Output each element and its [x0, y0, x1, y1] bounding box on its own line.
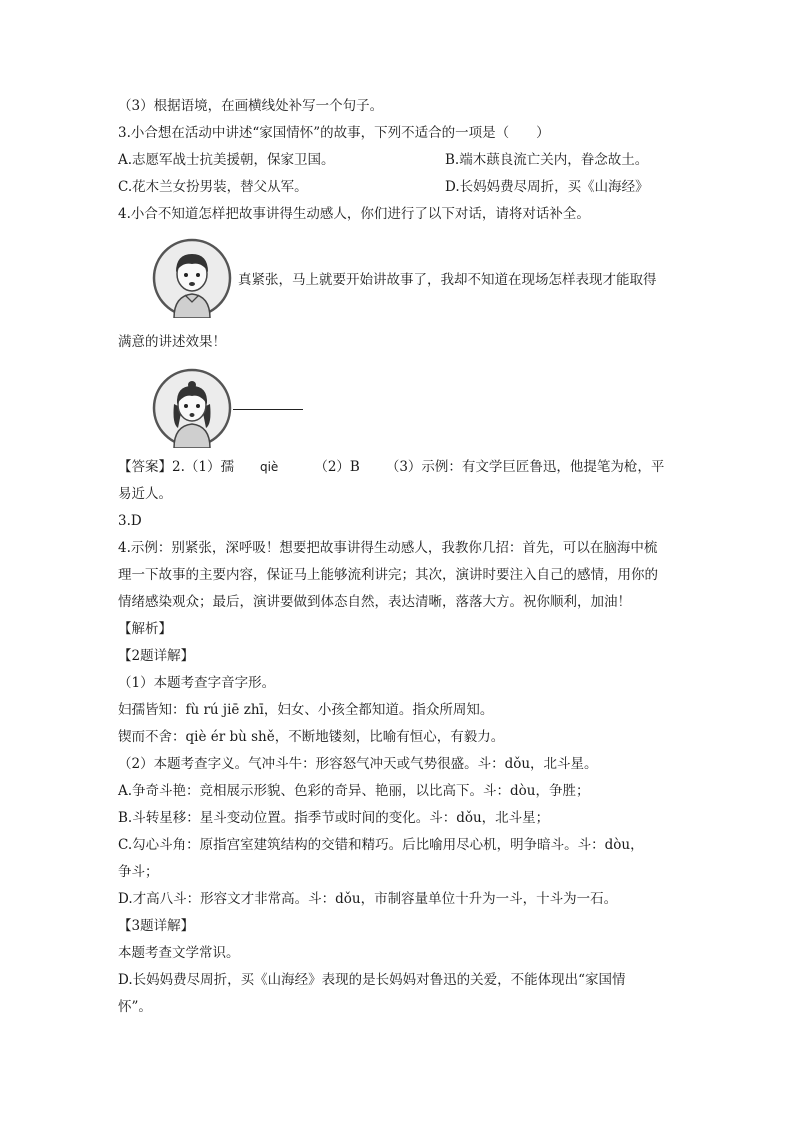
analysis-s1-b: 锲而不舍：qiè ér bù shě，不断地镂刻，比喻有恒心，有毅力。: [118, 729, 505, 745]
q3-option-c: C.花木兰女扮男装，替父从军。: [118, 179, 308, 195]
analysis-s2-a: A.争奇斗艳：竞相展示形貌、色彩的奇异、艳丽，以比高下。斗：dòu，争胜；: [118, 783, 590, 799]
answer-q4-line2: 理一下故事的主要内容，保证马上能够流利讲完；其次，演讲时要注入自己的感情，用你的: [118, 567, 658, 583]
answer-q2-pinyin: qiè: [259, 460, 279, 474]
analysis-s1-a: 妇孺皆知：fù rú jiē zhī，妇女、小孩全都知道。指众所周知。: [118, 702, 494, 718]
answer-q2-2: （2）B: [314, 459, 360, 475]
girl-avatar-icon: [152, 368, 232, 448]
boy-dialog-line1: 真紧张，马上就要开始讲故事了，我却不知道在现场怎样表现才能取得: [238, 272, 657, 288]
answer-q2-3-cont: 易近人。: [118, 486, 172, 502]
answer-q4-line3: 情绪感染观众；最后，演讲要做到体态自然，表达清晰，落落大方。祝你顺利，加油！: [118, 594, 631, 610]
boy-avatar-icon: [152, 238, 232, 318]
q3-stem: 3.小合想在活动中讲述“家国情怀”的故事，下列不适合的一项是（ ）: [118, 125, 550, 141]
analysis-s2-b: B.斗转星移：星斗变动位置。指季节或时间的变化。斗：dǒu，北斗星；: [118, 810, 550, 826]
answer-q2-1: 2.（1）孺: [172, 459, 234, 475]
analysis-q3-head: 【3题详解】: [118, 918, 195, 934]
analysis-s2-c2: 争斗；: [118, 864, 159, 880]
answer-line-1: [118, 457, 664, 477]
q2-sub3-text: （3）根据语境，在画横线处补写一个句子。: [118, 98, 384, 114]
answer-q4-line1: 4.示例：别紧张，深呼吸！想要把故事讲得生动感人，我教你几招：首先，可以在脑海中梳: [118, 540, 658, 556]
analysis-s3-d1: D.长妈妈费尽周折，买《山海经》表现的是长妈妈对鲁迅的关爱，不能体现出“家国情: [118, 972, 626, 988]
answer-label: 【答案】: [118, 459, 172, 475]
q3-option-d: D.长妈妈费尽周折，买《山海经》: [445, 179, 649, 195]
analysis-s2: （2）本题考查字义。气冲斗牛：形容怒气冲天或气势很盛。斗：dǒu，北斗星。: [118, 756, 598, 772]
analysis-s1: （1）本题考查字音字形。: [118, 675, 276, 691]
answer-blank-line: [233, 409, 303, 410]
q4-stem: 4.小合不知道怎样把故事讲得生动感人，你们进行了以下对话，请将对话补全。: [118, 206, 590, 222]
analysis-s3: 本题考查文学常识。: [118, 945, 240, 961]
q3-option-b: B.端木蕻良流亡关内，眷念故土。: [445, 152, 649, 168]
analysis-s2-d: D.才高八斗：形容文才非常高。斗：dǒu，市制容量单位十升为一斗，十斗为一石。: [118, 891, 618, 907]
analysis-s2-c1: C.勾心斗角：原指宫室建筑结构的交错和精巧。后比喻用尽心机，明争暗斗。斗：dòu，: [118, 837, 644, 853]
answer-q2-3: （3）示例：有文学巨匠鲁迅，他提笔为枪，平: [385, 459, 665, 475]
analysis-s3-d2: 怀”。: [118, 999, 152, 1015]
analysis-q2-head: 【2题详解】: [118, 648, 195, 664]
q3-option-a: A.志愿军战士抗美援朝，保家卫国。: [118, 152, 335, 168]
analysis-label: 【解析】: [118, 621, 172, 637]
answer-q3: 3.D: [118, 513, 142, 529]
boy-dialog-line2: 满意的讲述效果！: [118, 334, 226, 350]
